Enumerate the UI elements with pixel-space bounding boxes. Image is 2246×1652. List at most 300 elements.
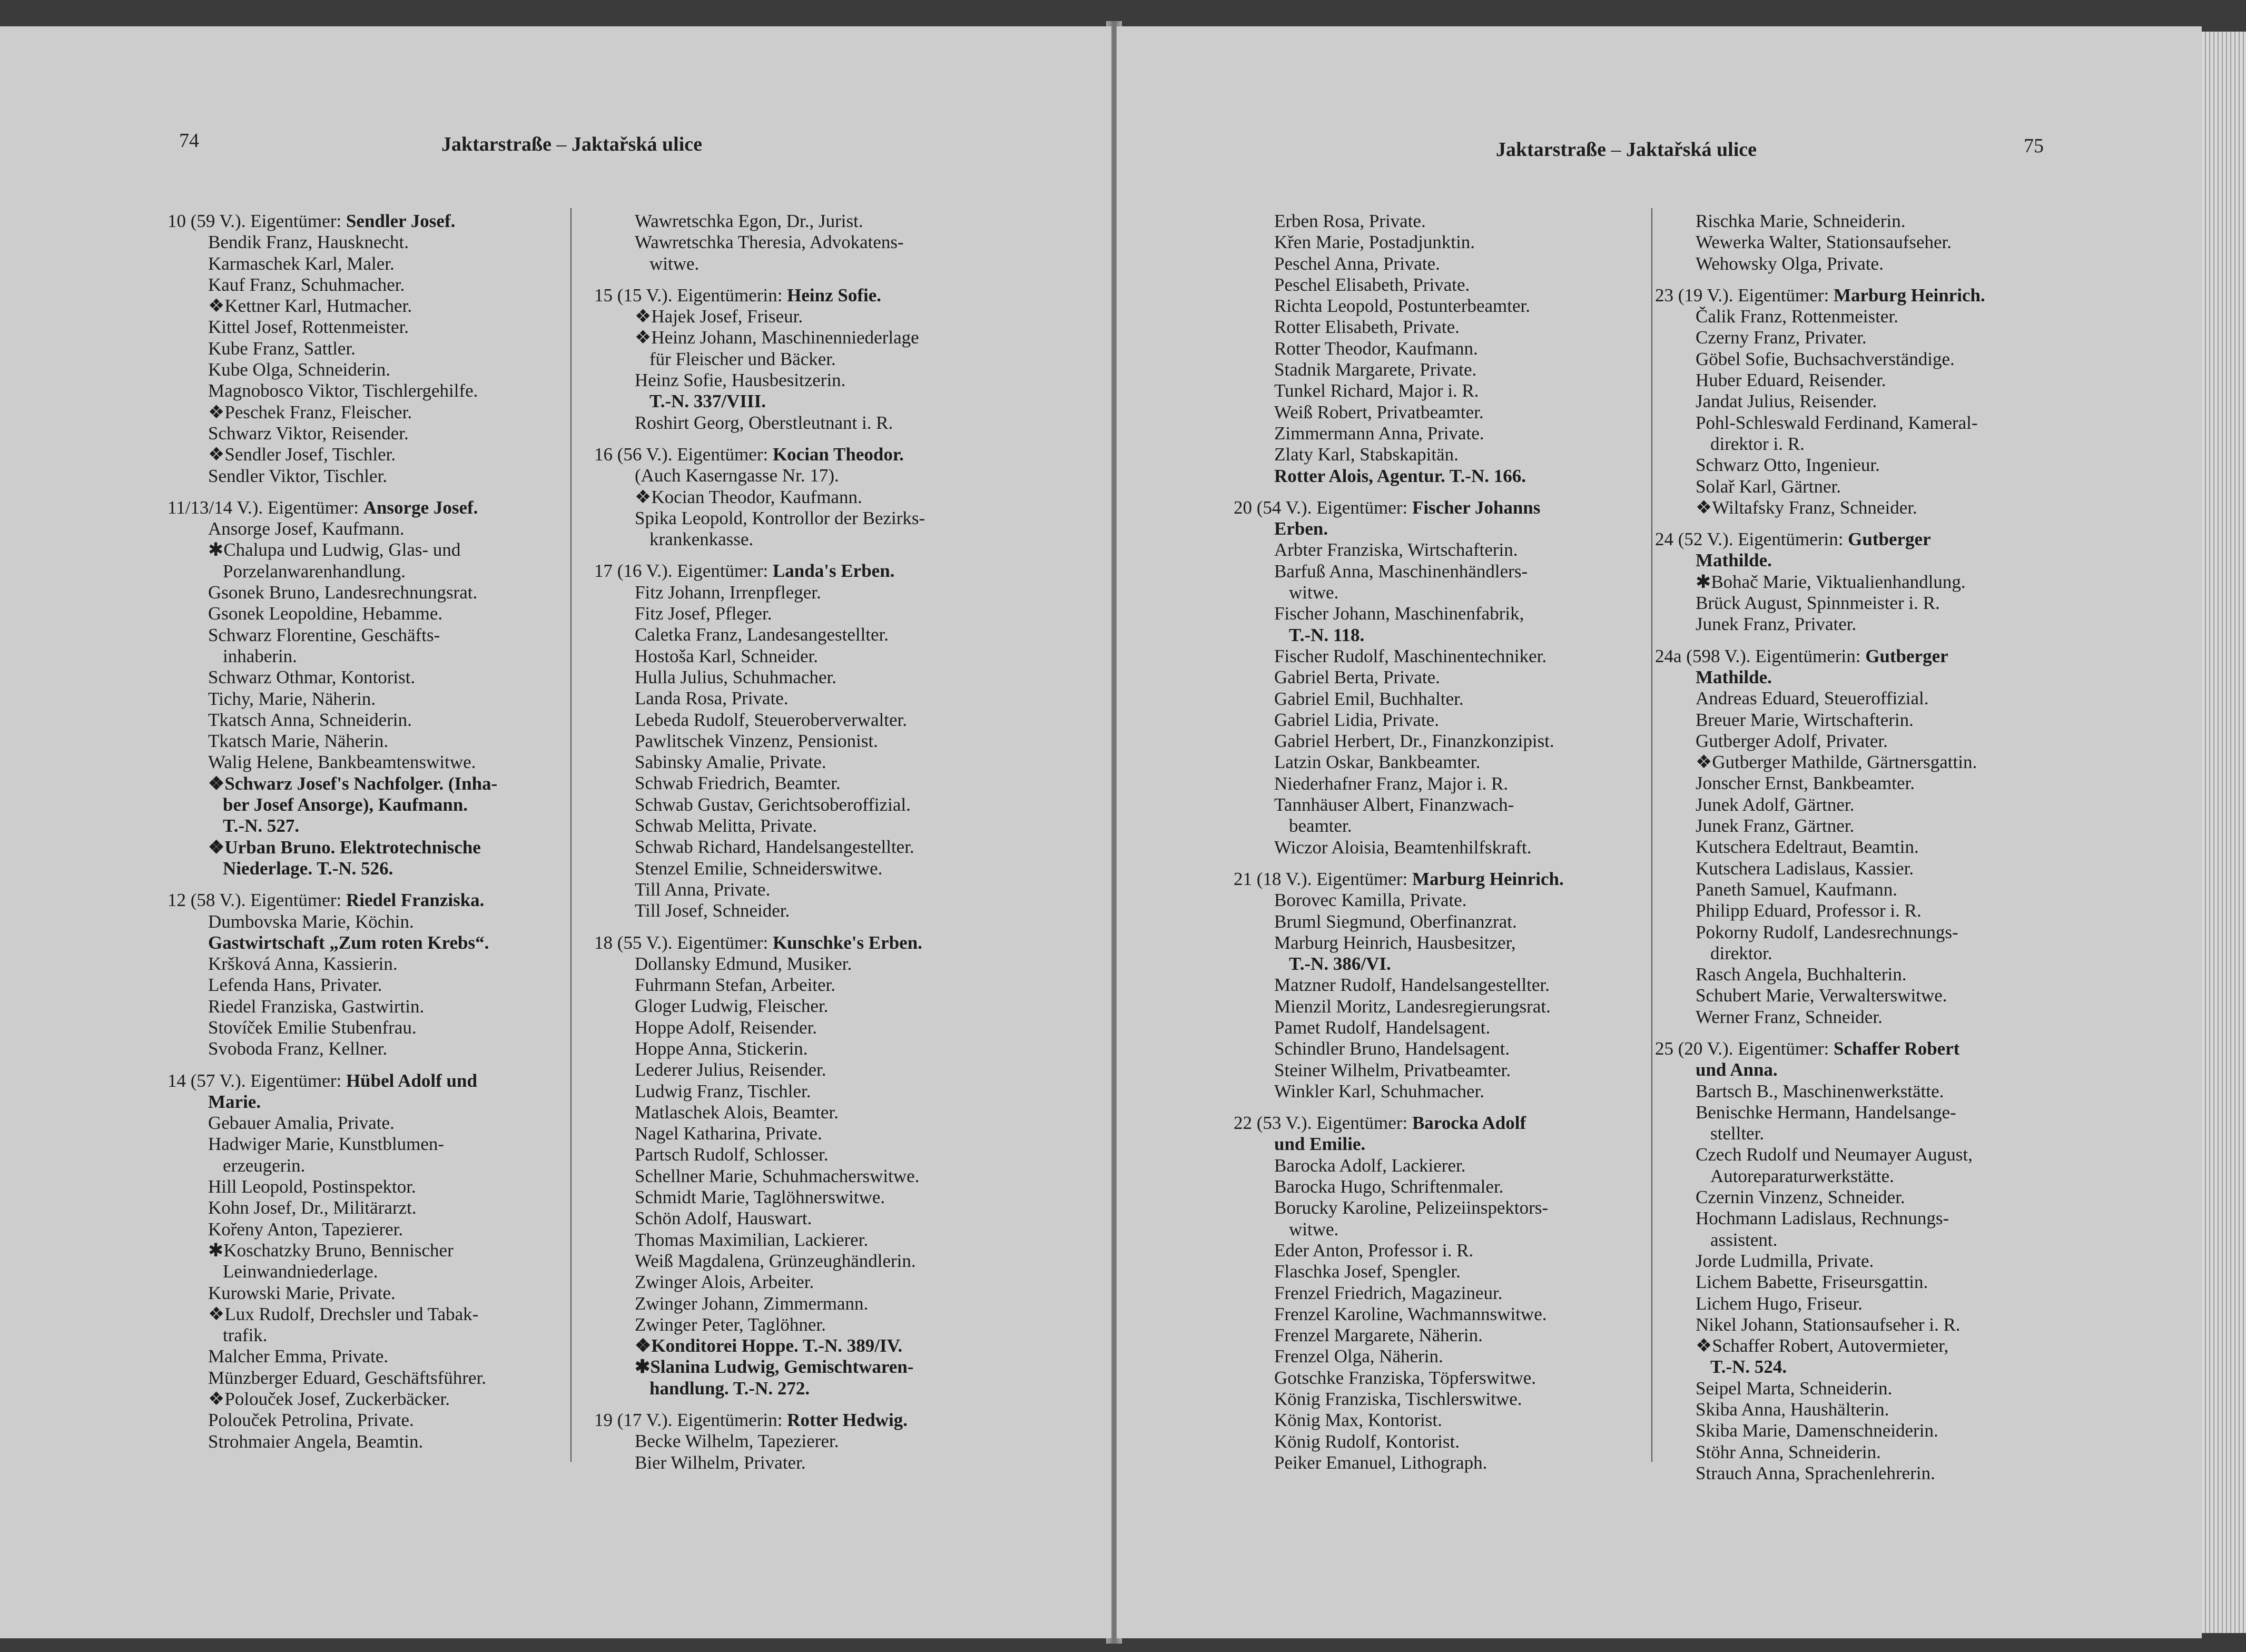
line-text: 20 (54 V.). Eigentümer: [1234, 497, 1412, 518]
resident-line [594, 1452, 1000, 1473]
resident-line [594, 731, 1000, 752]
right-page [1117, 26, 2202, 1638]
line-text: Jandat Julius, Reisender. [1696, 391, 1877, 412]
resident-line [168, 296, 573, 317]
line-text: Hostoša Karl, Schneider. [635, 645, 818, 666]
line-text: Peiker Emanuel, Lithograph. [1274, 1452, 1488, 1473]
line-text: Jonscher Ernst, Bankbeamter. [1696, 773, 1915, 794]
line-bold-text: T.-N. 337/VIII. [649, 391, 766, 412]
line-text: Weiß Magdalena, Grünzeughändlerin. [635, 1250, 916, 1271]
line-text: Dollansky Edmund, Musiker. [635, 953, 852, 974]
resident-line [1234, 444, 1650, 465]
line-text: Pohl-Schleswald Ferdinand, Kameral- [1696, 412, 1978, 433]
line-text: Steiner Wilhelm, Privatbeamter. [1274, 1059, 1511, 1080]
resident-line [1234, 1452, 1650, 1473]
line-text: Karmaschek Karl, Maler. [208, 253, 395, 274]
line-text: Breuer Marie, Wirtschafterin. [1696, 709, 1914, 730]
resident-line [1234, 1283, 1650, 1304]
resident-line [1234, 232, 1650, 253]
resident-line [594, 1314, 1000, 1335]
line-text: ❖Kettner Karl, Hutmacher. [208, 296, 412, 317]
resident-line [1655, 1208, 2076, 1229]
resident-line [1234, 1431, 1650, 1452]
line-text: Junek Franz, Privater. [1696, 614, 1857, 635]
line-text: Wehowsky Olga, Private. [1696, 253, 1884, 274]
line-text: Porzelanwarenhandlung. [223, 560, 406, 582]
line-text: Wawretschka Egon, Dr., Jurist. [635, 211, 863, 231]
continuation-line [1234, 625, 1650, 646]
line-text: Flaschka Josef, Spengler. [1274, 1261, 1461, 1282]
line-text: Frenzel Friedrich, Magazineur. [1274, 1282, 1503, 1303]
resident-line [1234, 1155, 1650, 1176]
line-text: Gsonek Bruno, Landesrechnungsrat. [208, 582, 478, 603]
line-text: König Max, Kontorist. [1274, 1410, 1442, 1431]
line-text: Niederhafner Franz, Major i. R. [1274, 773, 1509, 794]
house-heading [168, 211, 573, 232]
page-number-left: 74 [179, 130, 199, 152]
line-text: 19 (17 V.). Eigentümerin: [594, 1410, 787, 1431]
resident-line [168, 773, 573, 794]
resident-line [1234, 837, 1650, 858]
resident-line [1655, 1378, 2076, 1399]
header-street-de: Jaktarstraße [1496, 139, 1606, 161]
line-text: Zwinger Peter, Taglöhner. [635, 1314, 826, 1335]
line-text: Landa Rosa, Private. [635, 688, 789, 709]
resident-line [1234, 466, 1650, 487]
address-entry [1234, 211, 1650, 487]
line-text: Schubert Marie, Verwalterswitwe. [1696, 985, 1947, 1006]
resident-line [168, 1134, 573, 1155]
line-bold-text: handlung. T.-N. 272. [649, 1378, 810, 1399]
line-bold-text: ber Josef Ansorge), Kaufmann. [223, 794, 468, 815]
resident-line [594, 1251, 1000, 1272]
continuation-line [594, 349, 1000, 370]
continuation-line [168, 794, 573, 815]
address-entry [1655, 529, 2076, 635]
resident-line [1234, 1038, 1650, 1059]
house-heading [594, 285, 1000, 306]
line-bold-text: und Anna. [1696, 1059, 1778, 1080]
resident-line [168, 975, 573, 996]
resident-line [168, 1176, 573, 1197]
line-text: Rischka Marie, Schneiderin. [1696, 211, 1906, 231]
entry-gap [168, 879, 573, 890]
line-text: Rotter Elisabeth, Private. [1274, 317, 1460, 338]
line-bold-text: ❖Urban Bruno. Elektrotechnische [208, 837, 481, 858]
resident-line [594, 603, 1000, 624]
resident-line [1655, 349, 2076, 370]
line-text: Lichem Babette, Friseursgattin. [1696, 1272, 1928, 1293]
line-text: Matlaschek Alois, Beamter. [635, 1102, 839, 1123]
entry-gap [1234, 487, 1650, 497]
resident-line [168, 1113, 573, 1134]
resident-line [1234, 1261, 1650, 1282]
column-right-2 [1655, 211, 2076, 1484]
line-text: Münzberger Eduard, Geschäftsführer. [208, 1367, 487, 1388]
line-text: Gloger Ludwig, Fleischer. [635, 996, 829, 1017]
line-text: 16 (56 V.). Eigentümer: [594, 444, 773, 465]
line-text: 15 (15 V.). Eigentümerin: [594, 284, 787, 306]
house-heading [594, 560, 1000, 582]
address-entry [168, 890, 573, 1059]
resident-line [594, 306, 1000, 327]
line-bold-text: und Emilie. [1274, 1134, 1366, 1155]
line-text: Lederer Julius, Reisender. [635, 1059, 826, 1080]
resident-line [1655, 1007, 2076, 1028]
line-text: Čalik Franz, Rottenmeister. [1696, 306, 1898, 327]
address-entry [1655, 646, 2076, 1028]
line-text: Zwinger Johann, Zimmermann. [635, 1293, 869, 1314]
line-text: ✱Chalupa und Ludwig, Glas- und [208, 539, 461, 560]
line-text: Lebeda Rudolf, Steueroberverwalter. [635, 709, 908, 730]
resident-line [1655, 232, 2076, 253]
resident-line [1655, 688, 2076, 709]
line-bold-text: Kocian Theodor. [772, 444, 904, 465]
line-text: assistent. [1710, 1229, 1778, 1250]
resident-line [594, 465, 1000, 486]
line-text: Tunkel Richard, Major i. R. [1274, 380, 1479, 401]
resident-line [1234, 1134, 1650, 1155]
line-text: Gabriel Emil, Buchhalter. [1274, 688, 1464, 709]
line-text: Stöhr Anna, Schneiderin. [1696, 1441, 1881, 1462]
resident-line [1234, 539, 1650, 560]
line-text: Bendik Franz, Hausknecht. [208, 232, 409, 253]
line-text: beamter. [1289, 815, 1352, 837]
address-entry [168, 1070, 573, 1452]
line-text: 21 (18 V.). Eigentümer: [1234, 868, 1412, 889]
house-heading [1655, 1038, 2076, 1059]
resident-line [594, 752, 1000, 773]
line-bold-text: T.-N. 118. [1289, 624, 1365, 645]
line-text: Erben Rosa, Private. [1274, 211, 1426, 231]
line-bold-text: T.-N. 524. [1710, 1356, 1787, 1378]
resident-line [1655, 572, 2076, 593]
line-text: Frenzel Karoline, Wachmannswitwe. [1274, 1303, 1547, 1324]
resident-line [1655, 710, 2076, 731]
resident-line [1655, 550, 2076, 571]
line-text: 11/13/14 V.). Eigentümer: [168, 497, 363, 518]
resident-line [168, 1197, 573, 1218]
line-text: Riedel Franziska, Gastwirtin. [208, 996, 425, 1017]
resident-line [168, 1240, 573, 1261]
resident-line [594, 1017, 1000, 1038]
line-text: Gsonek Leopoldine, Hebamme. [208, 603, 443, 624]
line-text: Schmidt Marie, Taglöhnerswitwe. [635, 1187, 885, 1208]
address-entry [168, 497, 573, 879]
line-bold-text: Rotter Hedwig. [787, 1410, 908, 1431]
line-bold-text: Rotter Alois, Agentur. T.-N. 166. [1274, 465, 1526, 486]
line-text: Mienzil Moritz, Landesregierungsrat. [1274, 996, 1551, 1017]
resident-line [168, 953, 573, 975]
line-text: ✱Bohač Marie, Viktualienhandlung. [1696, 571, 1966, 592]
header-street-cs: Jaktařská ulice [571, 133, 703, 155]
resident-line [1655, 1081, 2076, 1102]
resident-line [168, 1283, 573, 1304]
resident-line [594, 646, 1000, 667]
line-text: Frenzel Olga, Näherin. [1274, 1346, 1443, 1367]
line-bold-text: Barocka Adolf [1412, 1113, 1526, 1134]
line-text: Lichem Hugo, Friseur. [1696, 1293, 1863, 1314]
address-entry [594, 932, 1000, 1400]
line-text: Solař Karl, Gärtner. [1696, 476, 1841, 497]
left-page [0, 26, 1111, 1638]
line-text: ❖Wiltafsky Franz, Schneider. [1696, 497, 1917, 518]
line-text: Sendler Viktor, Tischler. [208, 465, 388, 486]
line-text: Fischer Rudolf, Maschinentechniker. [1274, 645, 1547, 666]
line-text: ❖Polouček Josef, Zuckerbäcker. [208, 1389, 450, 1410]
entry-gap [1234, 1102, 1650, 1113]
house-heading [1655, 529, 2076, 550]
line-text: Strauch Anna, Sprachenlehrerin. [1696, 1462, 1935, 1483]
line-text: Fitz Johann, Irrenpfleger. [635, 582, 821, 603]
resident-line [594, 1123, 1000, 1144]
line-text: ❖Hajek Josef, Friseur. [635, 306, 803, 327]
resident-line [168, 731, 573, 752]
entry-gap [168, 1060, 573, 1070]
line-text: 10 (59 V.). Eigentümer: [168, 211, 346, 231]
address-entry [1234, 497, 1650, 858]
entry-gap [168, 487, 573, 497]
line-bold-text: Riedel Franziska. [346, 890, 485, 911]
line-text: König Franziska, Tischlerswitwe. [1274, 1389, 1522, 1410]
resident-line [1655, 1399, 2076, 1420]
resident-line [594, 667, 1000, 688]
line-text: Frenzel Margarete, Näherin. [1274, 1325, 1483, 1346]
line-text: Tkatsch Marie, Näherin. [208, 731, 389, 752]
resident-line [1234, 752, 1650, 773]
line-text: Leinwandniederlage. [223, 1261, 378, 1282]
continuation-line [1234, 953, 1650, 975]
resident-line [1234, 1325, 1650, 1346]
line-bold-text: Marburg Heinrich. [1412, 868, 1564, 889]
line-text: stellter. [1710, 1123, 1765, 1144]
resident-line [594, 1059, 1000, 1080]
entry-gap [1655, 635, 2076, 646]
resident-line [1234, 1197, 1650, 1218]
line-text: Kauf Franz, Schuhmacher. [208, 274, 405, 295]
line-text: 24a (598 V.). Eigentümerin: [1655, 645, 1866, 666]
resident-line [594, 879, 1000, 900]
line-text: Schwarz Otto, Ingenieur. [1696, 455, 1880, 476]
header-separator: – [556, 133, 567, 155]
house-heading [1655, 646, 2076, 667]
resident-line [1234, 561, 1650, 582]
line-text: Schwab Richard, Handelsangestellter. [635, 837, 914, 858]
resident-line [1234, 359, 1650, 380]
line-text: für Fleischer und Bäcker. [649, 348, 836, 369]
line-bold-text: Gutberger [1848, 529, 1931, 550]
line-text: Jorde Ludmilla, Private. [1696, 1250, 1874, 1271]
address-entry [1234, 869, 1650, 1102]
line-text: Schwab Gustav, Gerichtsoberoffizial. [635, 794, 911, 815]
resident-line [594, 900, 1000, 921]
resident-line [1655, 1187, 2076, 1208]
house-heading [168, 1070, 573, 1092]
line-text: Rotter Theodor, Kaufmann. [1274, 338, 1478, 359]
resident-line [168, 752, 573, 773]
line-text: Rasch Angela, Buchhalterin. [1696, 964, 1907, 985]
house-heading [594, 1410, 1000, 1431]
line-text: ❖Heinz Johann, Maschinenniederlage [635, 327, 919, 348]
resident-line [1655, 455, 2076, 476]
line-text: Roshirt Georg, Oberstleutnant i. R. [635, 412, 893, 433]
line-text: Wewerka Walter, Stationsaufseher. [1696, 232, 1952, 253]
resident-line [1655, 593, 2076, 614]
resident-line [168, 359, 573, 380]
resident-line [1655, 985, 2076, 1006]
continuation-line [1234, 1219, 1650, 1240]
line-text: Stadnik Margarete, Private. [1274, 359, 1477, 380]
resident-line [1234, 423, 1650, 444]
resident-line [1655, 1314, 2076, 1335]
line-text: Wiczor Aloisia, Beamtenhilfskraft. [1274, 837, 1532, 858]
resident-line [168, 274, 573, 296]
resident-line [1655, 1335, 2076, 1356]
resident-line [1234, 1368, 1650, 1389]
line-text: Czerny Franz, Privater. [1696, 327, 1867, 348]
resident-line [168, 423, 573, 444]
line-text: Becke Wilhelm, Tapezierer. [635, 1431, 839, 1452]
continuation-line [1655, 1356, 2076, 1378]
resident-line [1655, 614, 2076, 635]
continuation-line [168, 1155, 573, 1176]
line-text: Pamet Rudolf, Handelsagent. [1274, 1017, 1491, 1038]
resident-line [168, 1431, 573, 1452]
resident-line [1655, 815, 2076, 837]
resident-line [168, 1038, 573, 1059]
line-text: 22 (53 V.). Eigentümer: [1234, 1113, 1412, 1134]
house-heading [168, 890, 573, 911]
resident-line [1234, 211, 1650, 232]
header-street-de: Jaktarstraße [441, 133, 551, 155]
line-bold-text: T.-N. 527. [223, 815, 300, 837]
continuation-line [594, 391, 1000, 412]
house-heading [594, 444, 1000, 465]
resident-line [168, 1410, 573, 1431]
resident-line [1234, 667, 1650, 688]
line-text: Caletka Franz, Landesangestellter. [635, 624, 889, 645]
resident-line [594, 508, 1000, 529]
line-text: 18 (55 V.). Eigentümer: [594, 932, 773, 953]
line-text: ❖Peschek Franz, Fleischer. [208, 401, 412, 422]
header-separator: – [1611, 139, 1621, 161]
line-text: Kube Olga, Schneiderin. [208, 359, 391, 380]
address-entry [1655, 211, 2076, 274]
line-bold-text: Ansorge Josef. [363, 497, 478, 518]
resident-line [1655, 1272, 2076, 1293]
resident-line [168, 603, 573, 624]
page-edges [2202, 32, 2246, 1633]
line-text: König Rudolf, Kontorist. [1274, 1431, 1460, 1452]
resident-line [594, 1272, 1000, 1293]
line-text: Bruml Siegmund, Oberfinanzrat. [1274, 911, 1517, 932]
resident-line [594, 582, 1000, 603]
resident-line [594, 1187, 1000, 1208]
entry-gap [594, 274, 1000, 285]
resident-line [1234, 794, 1650, 815]
continuation-line [1655, 1230, 2076, 1251]
resident-line [168, 582, 573, 603]
entry-gap [594, 922, 1000, 932]
line-text: Sabinsky Amalie, Private. [635, 752, 826, 773]
resident-line [1655, 879, 2076, 900]
column-rule [570, 208, 572, 1462]
resident-line [1655, 794, 2076, 815]
house-heading [1234, 869, 1650, 890]
resident-line [594, 815, 1000, 837]
line-text: Junek Adolf, Gärtner. [1696, 794, 1855, 815]
resident-line [168, 1092, 573, 1113]
line-text: Barocka Adolf, Lackierer. [1274, 1155, 1466, 1176]
house-heading [168, 497, 573, 518]
address-entry [1234, 1113, 1650, 1473]
resident-line [594, 794, 1000, 815]
line-text: Marburg Heinrich, Hausbesitzer, [1274, 932, 1516, 953]
line-text: Fitz Josef, Pfleger. [635, 603, 772, 624]
continuation-line [1655, 434, 2076, 455]
resident-line [168, 1368, 573, 1389]
line-bold-text: Schaffer Robert [1833, 1038, 1960, 1059]
resident-line [168, 232, 573, 253]
entry-gap [594, 1399, 1000, 1410]
resident-line [594, 624, 1000, 645]
line-text: Kutschera Ladislaus, Kassier. [1696, 858, 1914, 879]
resident-line [168, 402, 573, 423]
line-text: Křen Marie, Postadjunktin. [1274, 232, 1475, 253]
line-text: direktor i. R. [1710, 433, 1805, 454]
line-bold-text: T.-N. 386/VI. [1289, 953, 1391, 975]
line-text: erzeugerin. [223, 1155, 306, 1176]
resident-line [594, 773, 1000, 794]
line-text: Huber Eduard, Reisender. [1696, 370, 1886, 391]
line-text: Kohn Josef, Dr., Militärarzt. [208, 1197, 417, 1218]
resident-line [1655, 858, 2076, 879]
resident-line [168, 338, 573, 359]
line-text: Kurowski Marie, Private. [208, 1282, 396, 1303]
resident-line [168, 253, 573, 274]
line-text: Hadwiger Marie, Kunstblumen- [208, 1134, 445, 1155]
line-bold-text: ✱Slanina Ludwig, Gemischtwaren- [635, 1356, 914, 1378]
entry-gap [1655, 274, 2076, 285]
line-text: Göbel Sofie, Buchsachverständige. [1696, 348, 1955, 369]
line-text: Hulla Julius, Schuhmacher. [635, 666, 837, 687]
line-text: Schwarz Florentine, Geschäfts- [208, 624, 440, 645]
line-text: Till Anna, Private. [635, 879, 771, 900]
address-entry [1655, 1038, 2076, 1484]
line-text: Heinz Sofie, Hausbesitzerin. [635, 370, 846, 391]
entry-gap [1655, 518, 2076, 529]
resident-line [1234, 253, 1650, 274]
line-text: witwe. [649, 253, 700, 274]
line-text: Werner Franz, Schneider. [1696, 1006, 1883, 1027]
resident-line [1234, 1240, 1650, 1261]
resident-line [1234, 689, 1650, 710]
line-bold-text: ❖Konditorei Hoppe. T.-N. 389/IV. [635, 1335, 903, 1356]
house-heading [1655, 285, 2076, 306]
line-text: 24 (52 V.). Eigentümerin: [1655, 529, 1848, 550]
resident-line [594, 412, 1000, 434]
line-text: ❖Kocian Theodor, Kaufmann. [635, 486, 862, 507]
line-bold-text: Marie. [208, 1091, 261, 1112]
line-text: Gutberger Adolf, Privater. [1696, 730, 1888, 751]
line-text: Czernin Vinzenz, Schneider. [1696, 1187, 1905, 1208]
resident-line [1655, 1251, 2076, 1272]
resident-line [594, 1208, 1000, 1229]
line-text: Schwab Friedrich, Beamter. [635, 773, 841, 794]
resident-line [1234, 380, 1650, 401]
continuation-line [168, 815, 573, 837]
resident-line [594, 1356, 1000, 1378]
